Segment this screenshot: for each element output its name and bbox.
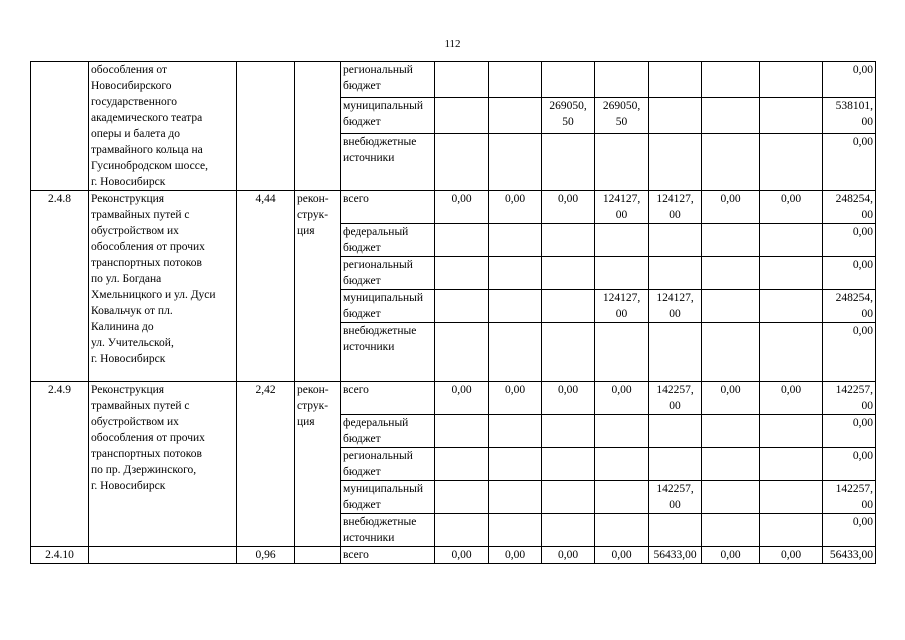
item-number (31, 62, 89, 191)
value-cell (595, 514, 649, 547)
value-cell: 0,00 (489, 547, 542, 564)
value-cell (760, 290, 823, 323)
value-cell (435, 481, 489, 514)
page-number: 112 (444, 38, 461, 50)
value-cell: 142257, 00 (649, 382, 702, 415)
funding-source: региональный бюджет (341, 62, 435, 98)
value-cell (649, 323, 702, 382)
budget-table (30, 61, 876, 564)
table-row (31, 62, 876, 98)
total-cell: 56433,00 (823, 547, 876, 564)
value-cell (595, 257, 649, 290)
value-cell: 0,00 (760, 382, 823, 415)
funding-source: всего (341, 191, 435, 224)
funding-source: региональный бюджет (341, 448, 435, 481)
value-cell: 0,00 (760, 191, 823, 224)
value-cell (649, 133, 702, 190)
item-number: 2.4.10 (31, 547, 89, 564)
value-cell: 0,00 (489, 191, 542, 224)
funding-source: внебюджетные источники (341, 323, 435, 382)
value-cell (760, 323, 823, 382)
value-cell (649, 448, 702, 481)
value-cell (435, 448, 489, 481)
value-cell (489, 481, 542, 514)
table-row (31, 382, 876, 415)
value-cell (489, 257, 542, 290)
table-row (31, 191, 876, 224)
total-cell: 248254, 00 (823, 191, 876, 224)
total-cell: 0,00 (823, 415, 876, 448)
item-name: Реконструкция трамвайных путей с обустройством их обособления от прочих транспортных потоков по ул. Богдана Хмельницкого и ул. Дуси Ковальчук от пл. Калинина до ул. Учительской, г. Новосибирск (89, 191, 237, 382)
value-cell: 269050, 50 (542, 97, 595, 133)
value-cell: 142257, 00 (649, 481, 702, 514)
value-cell: 0,00 (542, 382, 595, 415)
item-name: Реконструкция трамвайных путей с обустройством их обособления от прочих транспортных потоков по пр. Дзержинского, г. Новосибирск (89, 382, 237, 547)
value-cell (489, 415, 542, 448)
value-cell (702, 257, 760, 290)
value-cell (760, 97, 823, 133)
value-cell (542, 257, 595, 290)
value-cell (595, 481, 649, 514)
value-cell: 0,00 (489, 382, 542, 415)
item-length: 4,44 (237, 191, 295, 382)
value-cell (542, 323, 595, 382)
value-cell: 56433,00 (649, 547, 702, 564)
value-cell: 0,00 (702, 547, 760, 564)
value-cell (649, 257, 702, 290)
funding-source: муниципальный бюджет (341, 290, 435, 323)
value-cell: 0,00 (595, 547, 649, 564)
value-cell (435, 323, 489, 382)
value-cell (649, 224, 702, 257)
value-cell (435, 224, 489, 257)
total-cell: 142257, 00 (823, 481, 876, 514)
value-cell (542, 481, 595, 514)
value-cell (702, 481, 760, 514)
funding-source: муниципальный бюджет (341, 97, 435, 133)
total-cell: 0,00 (823, 323, 876, 382)
value-cell (649, 514, 702, 547)
total-cell: 0,00 (823, 257, 876, 290)
value-cell: 0,00 (435, 191, 489, 224)
value-cell: 0,00 (595, 382, 649, 415)
total-cell: 0,00 (823, 448, 876, 481)
item-number: 2.4.8 (31, 191, 89, 382)
value-cell (435, 415, 489, 448)
item-length: 2,42 (237, 382, 295, 547)
value-cell: 124127, 00 (595, 290, 649, 323)
value-cell (489, 133, 542, 190)
value-cell (435, 290, 489, 323)
item-name: обособления от Новосибирского государственного академического театра оперы и балета до трамвайного кольца на Гусинобродском шоссе, г. Новосибирск (89, 62, 237, 191)
funding-source: всего (341, 382, 435, 415)
value-cell (760, 481, 823, 514)
funding-source: муниципальный бюджет (341, 481, 435, 514)
value-cell (760, 62, 823, 98)
value-cell (595, 448, 649, 481)
item-name (89, 547, 237, 564)
item-number: 2.4.9 (31, 382, 89, 547)
value-cell: 124127, 00 (595, 191, 649, 224)
value-cell (702, 224, 760, 257)
value-cell (702, 290, 760, 323)
item-kind (295, 62, 341, 191)
value-cell (595, 415, 649, 448)
item-kind: рекон- струк- ция (295, 382, 341, 547)
value-cell: 0,00 (760, 547, 823, 564)
value-cell (542, 514, 595, 547)
value-cell (489, 62, 542, 98)
value-cell (702, 62, 760, 98)
item-length (237, 62, 295, 191)
value-cell: 0,00 (542, 191, 595, 224)
value-cell (542, 133, 595, 190)
total-cell: 0,00 (823, 133, 876, 190)
value-cell (489, 323, 542, 382)
value-cell (542, 290, 595, 323)
value-cell: 269050, 50 (595, 97, 649, 133)
value-cell (702, 133, 760, 190)
value-cell (760, 448, 823, 481)
value-cell (649, 62, 702, 98)
value-cell (702, 323, 760, 382)
funding-source: внебюджетные источники (341, 133, 435, 190)
funding-source: федеральный бюджет (341, 224, 435, 257)
value-cell: 0,00 (702, 382, 760, 415)
total-cell: 0,00 (823, 62, 876, 98)
value-cell (435, 257, 489, 290)
value-cell (542, 415, 595, 448)
value-cell (595, 323, 649, 382)
value-cell (760, 257, 823, 290)
value-cell (760, 224, 823, 257)
value-cell (542, 448, 595, 481)
total-cell: 0,00 (823, 514, 876, 547)
total-cell: 0,00 (823, 224, 876, 257)
total-cell: 142257, 00 (823, 382, 876, 415)
funding-source: федеральный бюджет (341, 415, 435, 448)
value-cell (489, 514, 542, 547)
value-cell (489, 224, 542, 257)
value-cell (649, 97, 702, 133)
value-cell (760, 415, 823, 448)
value-cell (435, 514, 489, 547)
value-cell: 124127, 00 (649, 191, 702, 224)
total-cell: 248254, 00 (823, 290, 876, 323)
value-cell (702, 448, 760, 481)
funding-source: внебюджетные источники (341, 514, 435, 547)
value-cell (489, 97, 542, 133)
value-cell (435, 133, 489, 190)
value-cell (435, 97, 489, 133)
value-cell (542, 62, 595, 98)
value-cell: 0,00 (702, 191, 760, 224)
item-kind (295, 547, 341, 564)
value-cell: 0,00 (435, 547, 489, 564)
funding-source: региональный бюджет (341, 257, 435, 290)
value-cell (595, 224, 649, 257)
item-kind: рекон- струк- ция (295, 191, 341, 382)
value-cell (489, 448, 542, 481)
value-cell (435, 62, 489, 98)
item-length: 0,96 (237, 547, 295, 564)
value-cell: 0,00 (542, 547, 595, 564)
funding-source: всего (341, 547, 435, 564)
value-cell (489, 290, 542, 323)
value-cell (649, 415, 702, 448)
value-cell (542, 224, 595, 257)
value-cell (760, 514, 823, 547)
value-cell (760, 133, 823, 190)
value-cell: 124127, 00 (649, 290, 702, 323)
value-cell (702, 415, 760, 448)
total-cell: 538101, 00 (823, 97, 876, 133)
value-cell (595, 62, 649, 98)
table-row (31, 547, 876, 564)
value-cell (702, 514, 760, 547)
value-cell: 0,00 (435, 382, 489, 415)
value-cell (595, 133, 649, 190)
value-cell (702, 97, 760, 133)
